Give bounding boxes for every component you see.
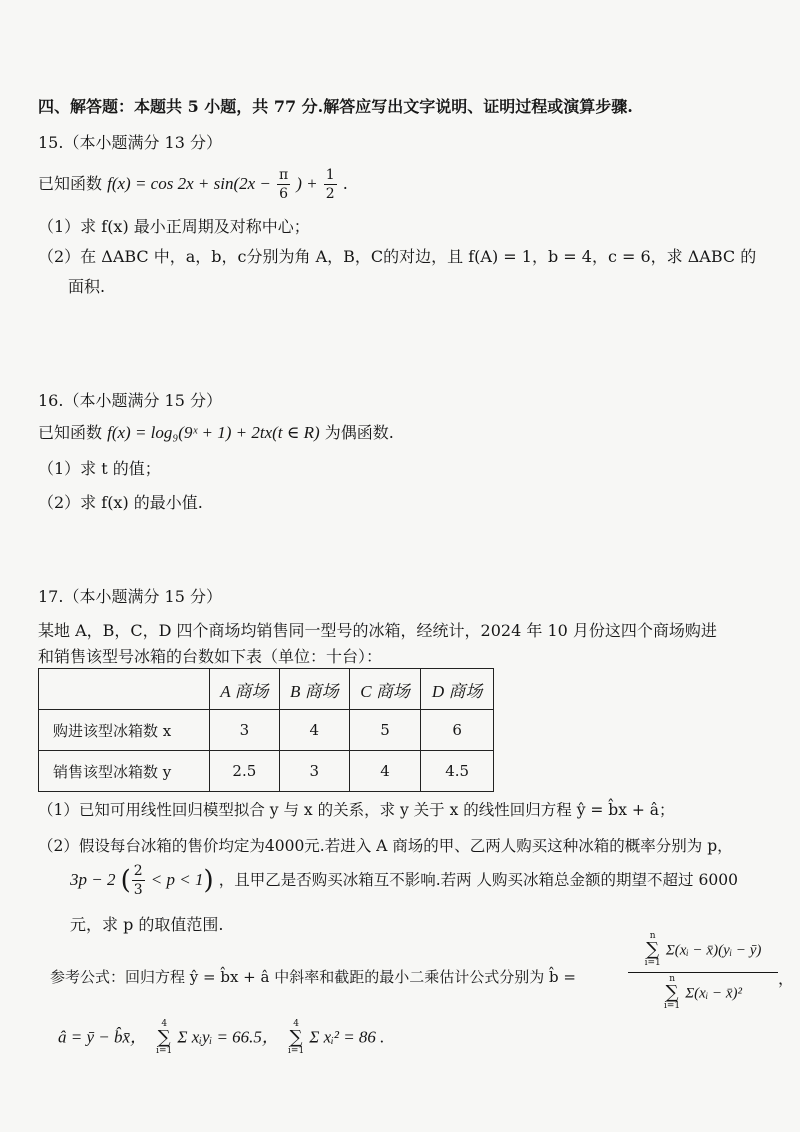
q17-part2-line2 [70, 862, 738, 899]
table-header-cell: A 商场 [210, 669, 280, 710]
q17-ref-numerator [628, 932, 778, 973]
sigma-icon: ∑ [646, 939, 660, 960]
table-cell: 3 [210, 710, 280, 751]
q17-part2-3p2: 3p − 2 [70, 870, 116, 889]
q15-stem [38, 166, 348, 203]
table-header-cell: B 商场 [279, 669, 349, 710]
table-cell: 2.5 [210, 751, 280, 792]
q16-stem [38, 420, 394, 443]
q17-sum1-top: 4 [161, 1019, 168, 1029]
q17-ref-fraction [628, 932, 778, 1011]
q17-part2-ineq: < p < 1 [150, 870, 204, 889]
q17-num-sum-limits [645, 932, 661, 968]
q17-data-table [38, 668, 494, 792]
table-header-cell [39, 669, 210, 710]
q15-part2-line2: 面积. [68, 277, 106, 296]
q17-sum1-bottom: i=1 [156, 1046, 173, 1056]
table-header-cell: D 商场 [421, 669, 494, 710]
q17-num-sum-bottom: i=1 [644, 958, 661, 968]
q17-ref-comma: ， [778, 969, 795, 988]
q17-den-sum-bottom: i=1 [664, 1001, 681, 1011]
q17-sum1-limits [156, 1020, 172, 1056]
q17-sum2-bottom: i=1 [288, 1046, 305, 1056]
q15-formula-plus: ) + [296, 174, 318, 193]
q15-title: 15.（本小题满分 13 分） [38, 133, 222, 152]
q17-sum2-limits [288, 1020, 304, 1056]
q15-frac-2: 2 [325, 186, 335, 202]
q17-stem-line2: 和销售该型号冰箱的台数如下表（单位：十台）： [38, 647, 383, 666]
q16-formula: f(x) = log₉(9ˣ + 1) + 2tx(t ∈ R) [107, 423, 320, 442]
q17-sum2-top: 4 [293, 1019, 299, 1029]
sigma-icon: ∑ [665, 982, 679, 1003]
q15-frac-half [324, 166, 337, 203]
q17-paren-open: ( [120, 865, 131, 896]
table-row [39, 751, 494, 792]
q17-stem-line1: 某地 A，B，C，D 四个商场均销售同一型号的冰箱，经统计，2024 年 10 月份这四个商场购进 [38, 621, 717, 640]
table-cell: 5 [349, 710, 420, 751]
q17-ref-sum-x2: Σ xᵢ² = 86 . [309, 1027, 385, 1047]
q17-part1: （1）已知可用线性回归模型拟合 y 与 x 的关系，求 y 关于 x 的线性回归方程 ŷ = b̂x + â； [38, 801, 675, 819]
q17-part2-line3: 元，求 p 的取值范围. [70, 915, 224, 934]
q17-ref-num-expr: Σ(xᵢ − x̄)(yᵢ − ȳ) [665, 942, 762, 959]
table-header-cell: C 商场 [349, 669, 420, 710]
section-header: 四、解答题：本题共 5 小题，共 77 分.解答应写出文字说明、证明过程或演算步骤. [38, 97, 633, 116]
table-row-header: 购进该型冰箱数 x [39, 710, 210, 751]
q15-frac-pi6 [277, 166, 290, 203]
q17-ref-den-expr: Σ(xᵢ − x̄)² [685, 985, 742, 1002]
q16-part2: （2）求 f(x) 的最小值. [38, 493, 203, 512]
table-row-header: 销售该型冰箱数 y [39, 751, 210, 792]
sigma-icon: ∑ [157, 1027, 171, 1048]
table-cell: 4 [349, 751, 420, 792]
table-row [39, 710, 494, 751]
q17-ref-denominator [628, 973, 778, 1011]
q16-part1: （1）求 t 的值； [38, 459, 161, 478]
q15-frac-pi: π [278, 167, 289, 183]
q16-title: 16.（本小题满分 15 分） [38, 391, 222, 410]
q15-part2-line1: （2）在 ΔABC 中，a，b，c分别为角 A，B，C的对边，且 f(A) = 1，b = 4，c = 6，求 ΔABC 的 [38, 247, 757, 266]
q15-stem-prefix: 已知函数 [38, 174, 103, 193]
q17-frac-23 [132, 862, 145, 899]
table-cell: 3 [279, 751, 349, 792]
q15-part1: （1）求 f(x) 最小正周期及对称中心； [38, 217, 310, 236]
table-header-row [39, 669, 494, 710]
table-cell: 6 [421, 710, 494, 751]
q17-ref-line2 [58, 1020, 384, 1056]
table-cell: 4 [279, 710, 349, 751]
q17-ref-sum-xy: Σ xᵢyᵢ = 66.5， [177, 1027, 279, 1047]
q17-frac-23-den: 3 [133, 882, 143, 898]
table-cell: 4.5 [421, 751, 494, 792]
q15-formula-dot: . [342, 174, 348, 193]
q17-num-sum-top: n [649, 931, 656, 941]
q17-part2-line2-post: ，且甲乙是否购买冰箱互不影响.若两 人购买冰箱总金额的期望不超过 6000 [218, 871, 738, 889]
q15-formula-pre: f(x) = cos 2x + sin(2x − [107, 174, 271, 193]
q15-frac-6: 6 [279, 186, 289, 202]
sigma-icon: ∑ [289, 1027, 303, 1048]
q17-ref-a-hat: â = ȳ − b̂x̄， [58, 1027, 148, 1047]
q17-ref-prefix: 参考公式：回归方程 ŷ = b̂x + â 中斜率和截距的最小二乘估计公式分别为 b̂ = [50, 968, 576, 986]
q17-den-sum-limits [664, 975, 680, 1011]
q17-title: 17.（本小题满分 15 分） [38, 587, 222, 606]
q16-stem-suffix: 为偶函数. [324, 423, 394, 442]
q17-paren-close: ) [203, 865, 214, 896]
q15-frac-1: 1 [325, 167, 335, 183]
q17-den-sum-top: n [669, 974, 675, 984]
q17-part2-line1: （2）假设每台冰箱的售价均定为4000元.若进入 A 商场的甲、乙两人购买这种冰箱的概率分别为 p， [38, 837, 733, 855]
q16-stem-prefix: 已知函数 [38, 423, 103, 442]
q17-frac-23-num: 2 [133, 863, 143, 879]
